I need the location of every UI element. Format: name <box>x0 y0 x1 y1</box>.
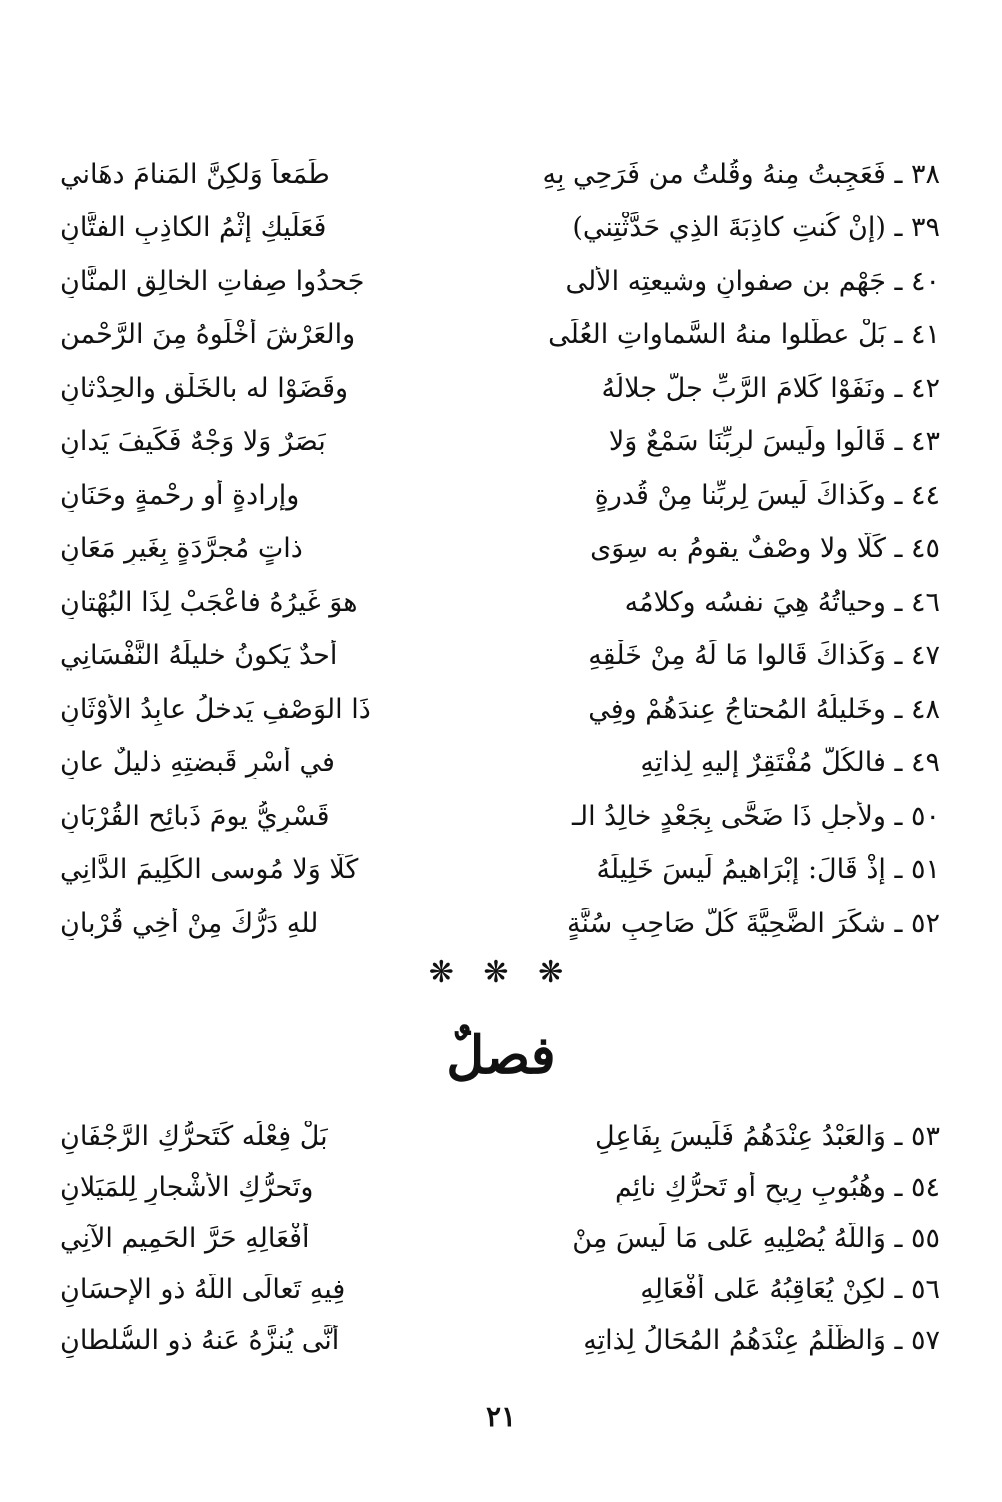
verse-first-hemistich: ٥٦ ـ لكِنْ يُعَاقِبُهُ عَلى أفْعَالِهِ <box>640 1274 940 1306</box>
verse-first-hemistich: ٤٣ ـ قَالُوا ولَيسَ لرِبِّنَا سَمْعٌ وَلا <box>608 426 940 458</box>
verse-53 <box>60 1112 940 1163</box>
verse-second-hemistich: أفْعَالِهِ حَرَّ الحَمِيمِ الآنِي <box>60 1223 310 1255</box>
verse-first-hemistich: ٥١ ـ إذْ قَالَ: إبْرَاهيمُ لَيسَ خَلِيلَهُ <box>596 854 940 886</box>
verse-50 <box>60 790 940 844</box>
verse-first-hemistich: ٥٧ ـ وَالظُّلْمُ عِنْدَهُمُ المُحَالُ لِذاتِهِ <box>583 1325 940 1357</box>
verse-second-hemistich: بَصَرٌ وَلا وَجْهٌ فَكَيفَ يَدانِ <box>60 426 326 458</box>
verse-second-hemistich: جَحدُوا صِفاتِ الخالِقِ المنَّانِ <box>60 265 365 297</box>
verse-second-hemistich: فَعَلَيكِ إثْمُ الكاذِبِ الفتَّانِ <box>60 212 327 244</box>
verse-second-hemistich: للهِ دَرُّكَ مِنْ أخِي قُرْبانِ <box>60 907 319 939</box>
verse-38 <box>60 148 940 202</box>
verse-second-hemistich: وقَضَوْا له بالخَلْقِ والحِدْثانِ <box>60 372 349 404</box>
verse-first-hemistich: ٥٥ ـ وَاللّهُ يُصْلِيهِ عَلى مَا لَيسَ مِنْ <box>572 1223 940 1255</box>
verse-first-hemistich: ٤٧ ـ وَكَذاكَ قَالوا مَا لَهُ مِنْ خَلْقِهِ <box>588 640 940 672</box>
verse-second-hemistich: والعَرْشَ أَخْلَوهُ مِنَ الرَّحْمنِ <box>60 319 356 351</box>
verse-second-hemistich: أنَّى يُنزَّهُ عَنهُ ذو السُّلطانِ <box>60 1325 340 1357</box>
verse-first-hemistich: ٥٠ ـ ولأجلِ ذَا ضَحَّى بِجَعْدٍ خالِدُ الـ <box>571 800 940 832</box>
verse-first-hemistich: ٤٩ ـ فالكُلُّ مُفْتَقِرٌ إليهِ لِذاتِهِ <box>640 747 940 779</box>
verse-43 <box>60 416 940 470</box>
verse-first-hemistich: ٥٢ ـ شكَرَ الضَّحِيَّةَ كُلُّ صَاحِبِ سُنَّةٍ <box>567 907 940 939</box>
verse-48 <box>60 683 940 737</box>
verse-57 <box>60 1316 940 1367</box>
verse-51 <box>60 844 940 898</box>
poem-section-2 <box>60 1112 940 1367</box>
verse-42 <box>60 362 940 416</box>
section-heading: فصلٌ <box>446 1025 556 1086</box>
verse-55 <box>60 1214 940 1265</box>
verse-second-hemistich: أحدٌ يَكونُ خليلَهُ النَّفْسَانِي <box>60 640 338 672</box>
verse-first-hemistich: ٣٩ ـ (إنْ كُنتِ كاذِبَةَ الذِي حَدَّثْتِني) <box>572 212 940 244</box>
poem-section-1 <box>60 148 940 951</box>
verse-54 <box>60 1163 940 1214</box>
verse-second-hemistich: في أَسْرِ قَبضتِهِ ذليلٌ عانِ <box>60 747 335 779</box>
verse-45 <box>60 523 940 577</box>
verse-first-hemistich: ٤٠ ـ جَهْم بنِ صفوانٍ وشيعتِه الألى <box>565 265 940 297</box>
verse-41 <box>60 309 940 363</box>
verse-39 <box>60 202 940 256</box>
verse-second-hemistich: طَمَعاً وَلكِنَّ المَنامَ دهَاني <box>60 158 330 190</box>
verse-first-hemistich: ٥٤ ـ وهُبُوبِ رِيحٍ أو تَحرُّكِ نائِمٍ <box>614 1172 940 1204</box>
verse-52 <box>60 897 940 951</box>
verse-first-hemistich: ٥٣ ـ وَالعَبْدُ عِنْدَهُمُ فَلَيسَ بِفَاعِلٍ <box>595 1121 940 1153</box>
verse-second-hemistich: ذاتٍ مُجرَّدَةٍ بِغَيرِ مَعَانِ <box>60 533 303 565</box>
verse-56 <box>60 1265 940 1316</box>
verse-first-hemistich: ٤٥ ـ كَلَّا ولا وصْفٌ يقومُ به سِوَى <box>590 533 940 565</box>
section-divider: ❋ ❋ ❋ <box>428 955 574 990</box>
verse-second-hemistich: وتَحرُّكِ الأشْجارِ لِلمَيَلانِ <box>60 1172 314 1204</box>
verse-second-hemistich: كَلَّا وَلا مُوسى الكَلِيمَ الدَّانِي <box>60 854 359 886</box>
verse-second-hemistich: هوَ غَيرُهُ فاعْجَبْ لِذَا البُهْتانِ <box>60 586 358 618</box>
verse-46 <box>60 576 940 630</box>
page-number: ٢١ <box>485 1400 517 1433</box>
verse-first-hemistich: ٤٢ ـ ونَفَوْا كَلامَ الرَّبِّ جلَّ جلالُهُ <box>601 372 940 404</box>
verse-second-hemistich: فِيهِ تَعالَى اللّهُ ذو الإحسَانِ <box>60 1274 346 1306</box>
verse-first-hemistich: ٣٨ ـ فَعَجِبتُ مِنهُ وقُلتُ من فَرَحِي بِهِ <box>542 158 940 190</box>
verse-first-hemistich: ٤٨ ـ وخَليلُهُ المُحتاجُ عِندَهُمْ وفِي <box>588 693 940 725</box>
verse-40 <box>60 255 940 309</box>
verse-second-hemistich: قَسْرِيُّ يومَ ذَبائِحِ القُرْبَانِ <box>60 800 330 832</box>
verse-first-hemistich: ٤١ ـ بَلْ عطَّلوا منهُ السَّماواتِ العُلَى <box>548 319 940 351</box>
verse-second-hemistich: وإرادةٍ أو رحْمةٍ وحَنَانِ <box>60 479 300 511</box>
verse-44 <box>60 469 940 523</box>
verse-47 <box>60 630 940 684</box>
verse-first-hemistich: ٤٦ ـ وحياتُهُ هِيَ نفسُه وكلامُه <box>624 586 940 618</box>
verse-first-hemistich: ٤٤ ـ وكَذاكَ لَيسَ لِربِّنا مِنْ قُدرةٍ <box>594 479 940 511</box>
verse-49 <box>60 737 940 791</box>
verse-second-hemistich: ذَا الوَصْفِ يَدخلُ عابِدُ الأوْثَانِ <box>60 693 371 725</box>
verse-second-hemistich: بَلْ فِعْلُه كَتَحرُّكِ الرَّجْفَانِ <box>60 1121 328 1153</box>
